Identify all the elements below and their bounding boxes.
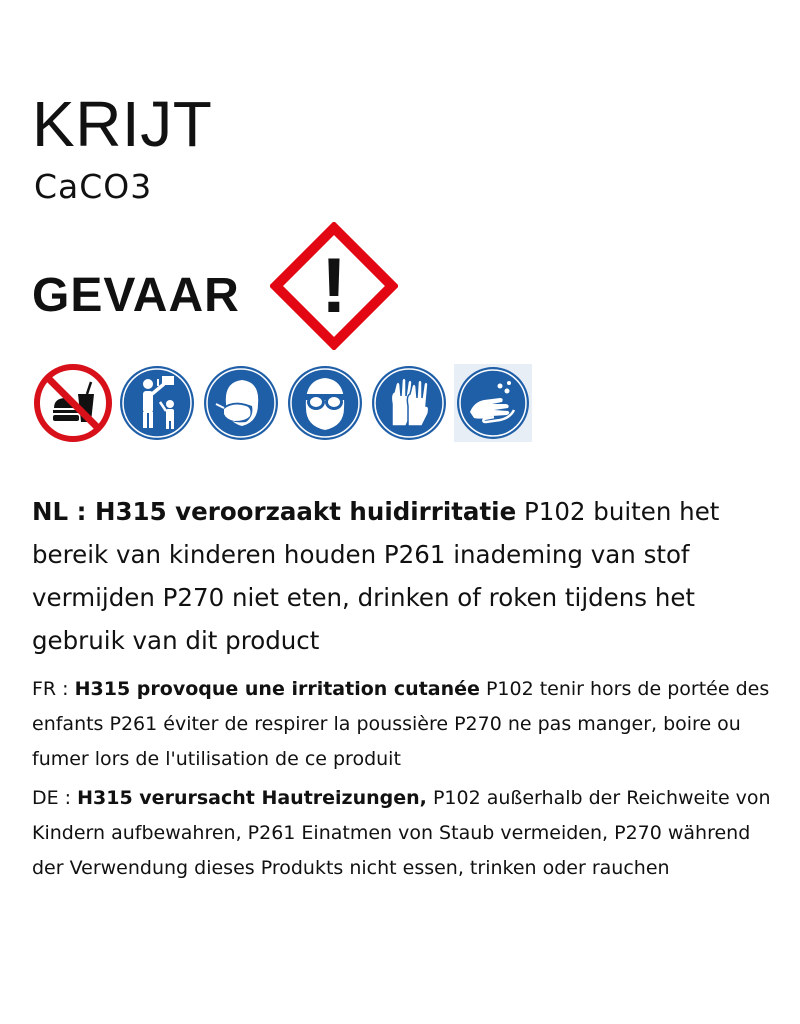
exclamation-mark-icon — [270, 222, 398, 350]
statement-fr — [32, 672, 774, 777]
statement-fr-hazard: H315 provoque une irritation cutanée — [74, 678, 480, 700]
statement-nl-hazard: H315 veroorzaakt huidirritatie — [94, 497, 517, 526]
statement-de — [32, 781, 774, 886]
statement-fr-text: P102 tenir hors de portée des enfants P261 éviter de respirer la poussière P270 ne pas manger, boire ou fumer lors de l'utilisation de ce produit — [32, 678, 770, 770]
keep-away-from-children-icon — [118, 364, 196, 442]
statement-nl-text: P102 buiten het bereik van kinderen houden P261 inademing van stof vermijden P270 niet eten, drinken of roken tijdens het gebruik van dit product — [32, 497, 720, 655]
ghs-exclamation-glyph: ! — [321, 241, 347, 329]
hazard-statements — [32, 490, 774, 890]
statement-nl — [32, 490, 774, 662]
wear-dust-mask-icon — [202, 364, 280, 442]
wash-hands-icon — [454, 364, 532, 442]
product-name: KRIJT — [32, 88, 213, 160]
signal-word: GEVAAR — [32, 269, 240, 322]
statement-nl-lang: NL : — [32, 497, 95, 526]
statement-fr-lang: FR : — [32, 678, 75, 700]
wear-gloves-icon — [370, 364, 448, 442]
statement-de-text: P102 außerhalb der Reichweite von Kindern aufbewahren, P261 Einatmen von Staub vermeiden, P270 während der Verwendung dieses Produkts nicht essen, trinken oder rauchen — [32, 787, 771, 879]
chemical-formula: CaCO3 — [34, 167, 153, 206]
statement-de-lang: DE : — [32, 787, 78, 809]
statement-de-hazard: H315 verursacht Hautreizungen, — [77, 787, 427, 809]
precaution-pictograms — [34, 364, 532, 442]
no-eating-drinking-icon — [34, 364, 112, 442]
wear-eye-protection-icon — [286, 364, 364, 442]
